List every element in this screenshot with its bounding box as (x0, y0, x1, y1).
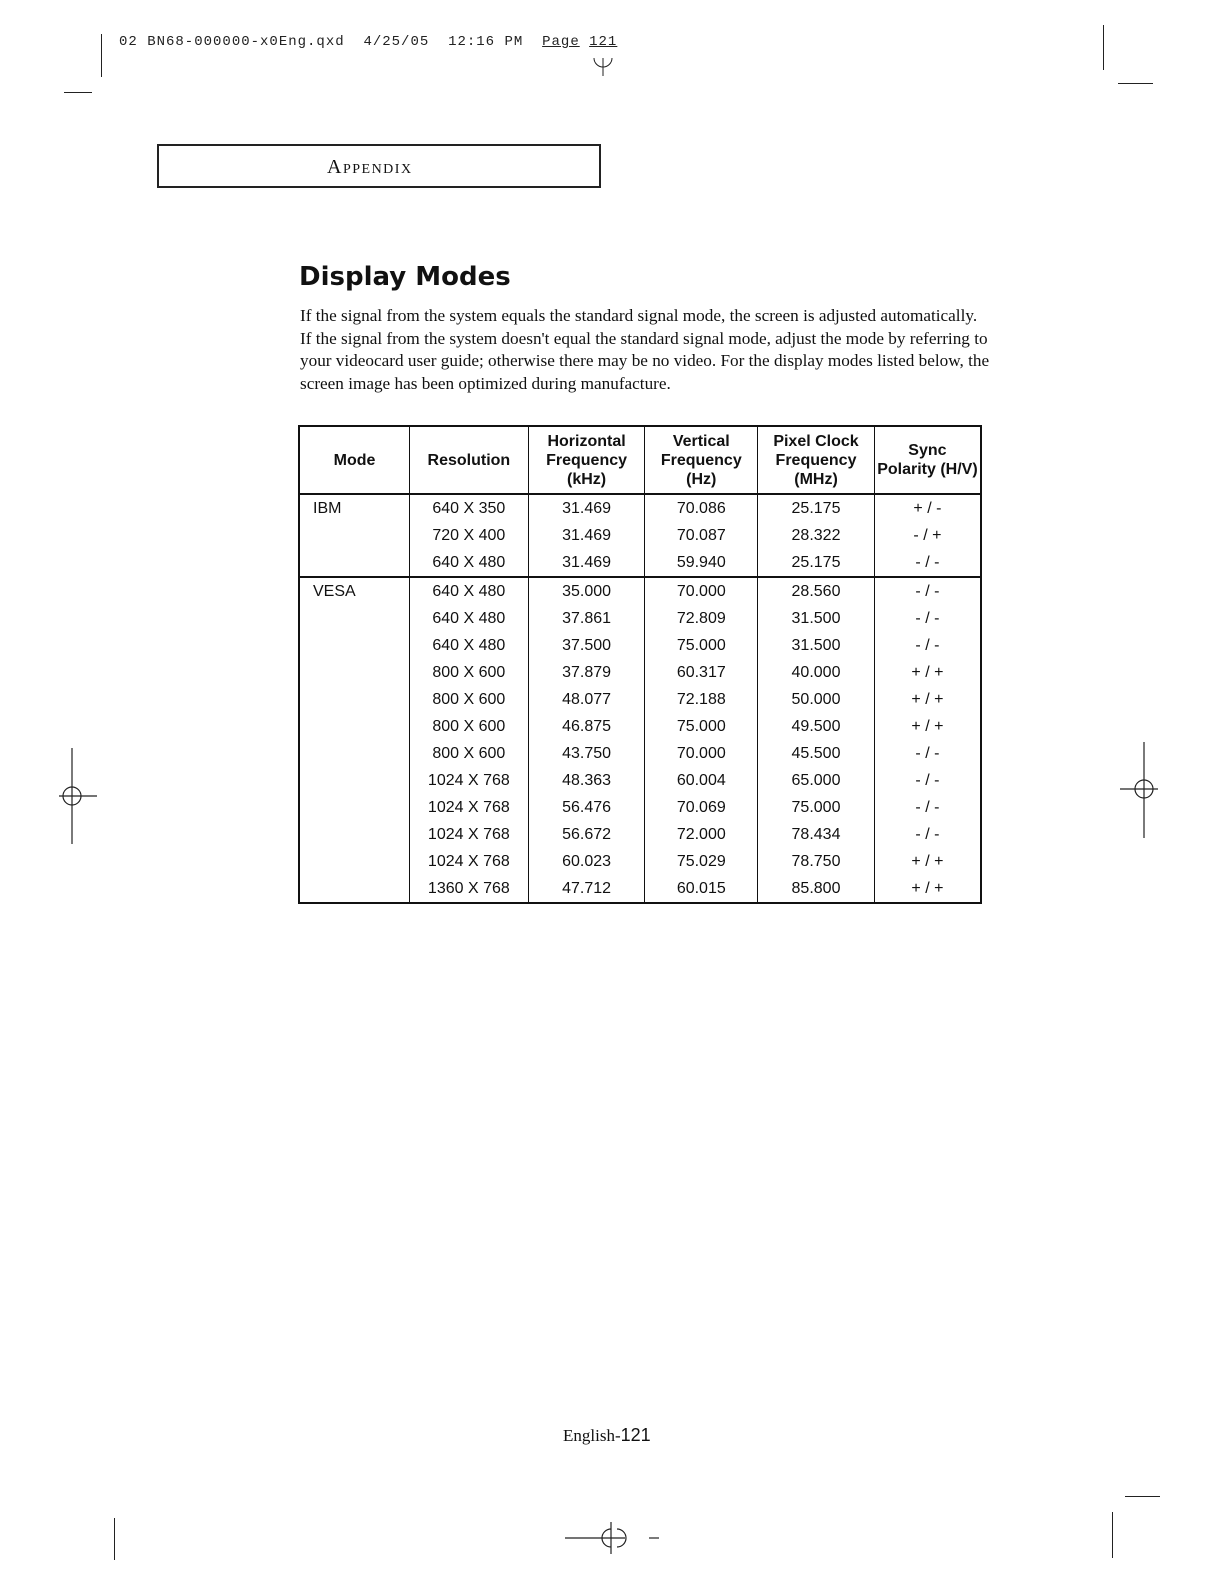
cell-pixel-clock: 25.175 (758, 494, 875, 522)
cell-vertical-frequency: 60.317 (645, 659, 758, 686)
registration-mark-left-icon (55, 748, 99, 844)
table-row (299, 577, 981, 605)
header-mode: Mode (299, 426, 410, 494)
cell-mode (299, 605, 410, 632)
table-row (299, 659, 981, 686)
header-sync-polarity: Sync Polarity (H/V) (874, 426, 981, 494)
cell-mode (299, 522, 410, 549)
cell-vertical-frequency: 75.000 (645, 632, 758, 659)
cell-sync-polarity: - / - (874, 549, 981, 577)
cell-sync-polarity: - / - (874, 740, 981, 767)
cell-vertical-frequency: 70.086 (645, 494, 758, 522)
cell-vertical-frequency: 75.000 (645, 713, 758, 740)
printer-slug (119, 34, 617, 50)
registration-mark-bottom-icon (565, 1518, 665, 1558)
cell-vertical-frequency: 75.029 (645, 848, 758, 875)
cell-mode (299, 713, 410, 740)
cell-horizontal-frequency: 48.363 (528, 767, 645, 794)
cell-mode: IBM (299, 494, 410, 522)
table-row (299, 740, 981, 767)
slug-page-label: Page (542, 34, 580, 50)
cell-resolution: 640 X 350 (410, 494, 529, 522)
page-title: Display Modes (299, 262, 511, 292)
cell-sync-polarity: + / + (874, 659, 981, 686)
cell-mode (299, 740, 410, 767)
cell-horizontal-frequency: 37.861 (528, 605, 645, 632)
header-resolution: Resolution (410, 426, 529, 494)
cell-sync-polarity: - / + (874, 522, 981, 549)
cell-resolution: 800 X 600 (410, 713, 529, 740)
slug-time: 12:16 PM (448, 34, 524, 50)
cell-pixel-clock: 45.500 (758, 740, 875, 767)
cell-horizontal-frequency: 56.476 (528, 794, 645, 821)
header-vertical-frequency: Vertical Frequency (Hz) (645, 426, 758, 494)
cell-sync-polarity: + / - (874, 494, 981, 522)
header-pixel-clock: Pixel Clock Frequency (MHz) (758, 426, 875, 494)
table-row (299, 632, 981, 659)
cell-horizontal-frequency: 43.750 (528, 740, 645, 767)
cell-sync-polarity: + / + (874, 713, 981, 740)
cell-resolution: 1024 X 768 (410, 767, 529, 794)
table-row (299, 794, 981, 821)
table-row (299, 686, 981, 713)
cell-pixel-clock: 31.500 (758, 605, 875, 632)
cell-sync-polarity: - / - (874, 767, 981, 794)
cell-vertical-frequency: 70.000 (645, 577, 758, 605)
cell-pixel-clock: 28.560 (758, 577, 875, 605)
cell-horizontal-frequency: 60.023 (528, 848, 645, 875)
cell-mode: VESA (299, 577, 410, 605)
table-row (299, 848, 981, 875)
cell-vertical-frequency: 60.004 (645, 767, 758, 794)
cell-horizontal-frequency: 35.000 (528, 577, 645, 605)
footer-page-number: 121 (620, 1425, 651, 1445)
cell-pixel-clock: 25.175 (758, 549, 875, 577)
cell-resolution: 640 X 480 (410, 549, 529, 577)
section-header-box (157, 144, 601, 188)
cell-sync-polarity: + / + (874, 875, 981, 903)
table-row (299, 767, 981, 794)
cell-vertical-frequency: 72.188 (645, 686, 758, 713)
slug-date: 4/25/05 (363, 34, 430, 50)
cell-horizontal-frequency: 37.879 (528, 659, 645, 686)
cell-horizontal-frequency: 47.712 (528, 875, 645, 903)
table-row (299, 494, 981, 522)
cell-sync-polarity: - / - (874, 577, 981, 605)
crop-mark-bottom-right-horizontal (1125, 1496, 1160, 1497)
cell-mode (299, 848, 410, 875)
cell-resolution: 720 X 400 (410, 522, 529, 549)
cell-horizontal-frequency: 31.469 (528, 549, 645, 577)
cell-horizontal-frequency: 37.500 (528, 632, 645, 659)
table-row (299, 522, 981, 549)
cell-pixel-clock: 65.000 (758, 767, 875, 794)
cell-horizontal-frequency: 46.875 (528, 713, 645, 740)
cell-vertical-frequency: 70.087 (645, 522, 758, 549)
registration-mark-top-icon (589, 48, 619, 78)
crop-mark-bottom-right-vertical (1112, 1512, 1113, 1558)
cell-sync-polarity: - / - (874, 632, 981, 659)
cell-pixel-clock: 40.000 (758, 659, 875, 686)
cell-resolution: 1024 X 768 (410, 794, 529, 821)
crop-mark-top-left-vertical (101, 34, 102, 77)
cell-pixel-clock: 50.000 (758, 686, 875, 713)
table-row (299, 821, 981, 848)
cell-resolution: 800 X 600 (410, 659, 529, 686)
cell-mode (299, 767, 410, 794)
table-row (299, 605, 981, 632)
cell-sync-polarity: - / - (874, 794, 981, 821)
cell-vertical-frequency: 72.809 (645, 605, 758, 632)
section-label: Appendix (327, 156, 413, 178)
table-row (299, 549, 981, 577)
cell-resolution: 640 X 480 (410, 605, 529, 632)
cell-sync-polarity: - / - (874, 605, 981, 632)
cell-vertical-frequency: 70.000 (645, 740, 758, 767)
cell-mode (299, 549, 410, 577)
cell-pixel-clock: 31.500 (758, 632, 875, 659)
cell-pixel-clock: 78.434 (758, 821, 875, 848)
cell-pixel-clock: 85.800 (758, 875, 875, 903)
cell-horizontal-frequency: 48.077 (528, 686, 645, 713)
cell-vertical-frequency: 59.940 (645, 549, 758, 577)
cell-sync-polarity: + / + (874, 848, 981, 875)
page-footer (563, 1425, 651, 1446)
cell-mode (299, 632, 410, 659)
footer-language: English (563, 1426, 615, 1445)
cell-resolution: 1024 X 768 (410, 821, 529, 848)
cell-mode (299, 875, 410, 903)
cell-horizontal-frequency: 31.469 (528, 494, 645, 522)
cell-mode (299, 686, 410, 713)
cell-vertical-frequency: 70.069 (645, 794, 758, 821)
header-horizontal-frequency: Horizontal Frequency (kHz) (528, 426, 645, 494)
cell-mode (299, 821, 410, 848)
footer-separator: - (614, 1426, 621, 1445)
cell-resolution: 1360 X 768 (410, 875, 529, 903)
cell-pixel-clock: 78.750 (758, 848, 875, 875)
cell-resolution: 640 X 480 (410, 577, 529, 605)
cell-horizontal-frequency: 31.469 (528, 522, 645, 549)
cell-horizontal-frequency: 56.672 (528, 821, 645, 848)
slug-page-number: 121 (589, 34, 618, 50)
cell-resolution: 800 X 600 (410, 686, 529, 713)
registration-mark-right-icon (1118, 742, 1162, 838)
cell-pixel-clock: 49.500 (758, 713, 875, 740)
cell-pixel-clock: 75.000 (758, 794, 875, 821)
cell-resolution: 640 X 480 (410, 632, 529, 659)
cell-resolution: 800 X 600 (410, 740, 529, 767)
crop-mark-top-right-vertical (1103, 25, 1104, 70)
cell-vertical-frequency: 60.015 (645, 875, 758, 903)
cell-vertical-frequency: 72.000 (645, 821, 758, 848)
cell-mode (299, 659, 410, 686)
cell-mode (299, 794, 410, 821)
table-header-row (299, 426, 981, 494)
table-row (299, 713, 981, 740)
cell-sync-polarity: - / - (874, 821, 981, 848)
table-row (299, 875, 981, 903)
display-modes-table (298, 425, 982, 904)
intro-paragraph: If the signal from the system equals the standard signal mode, the screen is adjusted automatically. If the signal from the system doesn't equal the standard signal mode, adjust the mode by referring to your videocard user guide; otherwise there may be no video. For the display modes listed below, the screen image has been optimized during manufacture. (300, 306, 990, 393)
cell-sync-polarity: + / + (874, 686, 981, 713)
cell-resolution: 1024 X 768 (410, 848, 529, 875)
crop-mark-top-left-horizontal (64, 92, 92, 93)
table-body (299, 494, 981, 903)
crop-mark-top-right-horizontal (1118, 83, 1153, 84)
cell-pixel-clock: 28.322 (758, 522, 875, 549)
crop-mark-bottom-left-vertical (114, 1518, 115, 1560)
slug-file: 02 BN68-000000-x0Eng.qxd (119, 34, 345, 50)
